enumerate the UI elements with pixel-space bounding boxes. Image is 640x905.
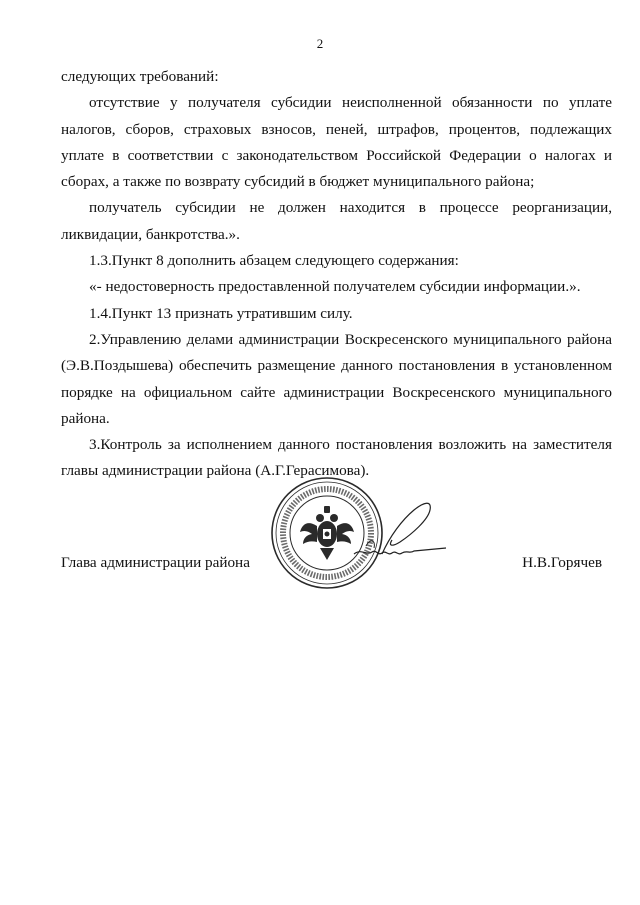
paragraph: 1.3.Пункт 8 дополнить абзацем следующего содержания: [89, 252, 459, 270]
paragraph: отсутствие у получателя субсидии неисполненной обязанности по уплате налогов, сборов, страховых взносов, пеней, штрафов, процентов, подлежащих уплате в соответствии с законодательством Российской Федерации о налогах и сборах, а также по возврату субсидий в бюджет муниципального района; [61, 94, 612, 191]
paragraph: 2.Управлению делами администрации Воскресенского муниципального района (Э.В.Поздышева) обеспечить размещение данного постановления в установленном порядке на официальном сайте администрации Воскресенского муниципального района. [61, 330, 612, 427]
paragraph: получатель субсидии не должен находится в процессе реорганизации, ликвидации, банкротства.». [61, 199, 612, 243]
document-body [61, 64, 612, 485]
signature-block [61, 554, 612, 578]
paragraph: «- недостоверность предоставленной получателем субсидии информации.». [89, 278, 581, 296]
signatory-title: Глава администрации района [61, 554, 250, 571]
paragraph: следующих требований: [61, 68, 219, 85]
paragraph: 3.Контроль за исполнением данного постановления возложить на заместителя главы администрации района (А.Г.Герасимова). [61, 436, 612, 480]
paragraph: 1.4.Пункт 13 признать утратившим силу. [89, 304, 353, 322]
page-number: 2 [316, 36, 324, 51]
signatory-name: Н.В.Горячев [522, 554, 602, 571]
